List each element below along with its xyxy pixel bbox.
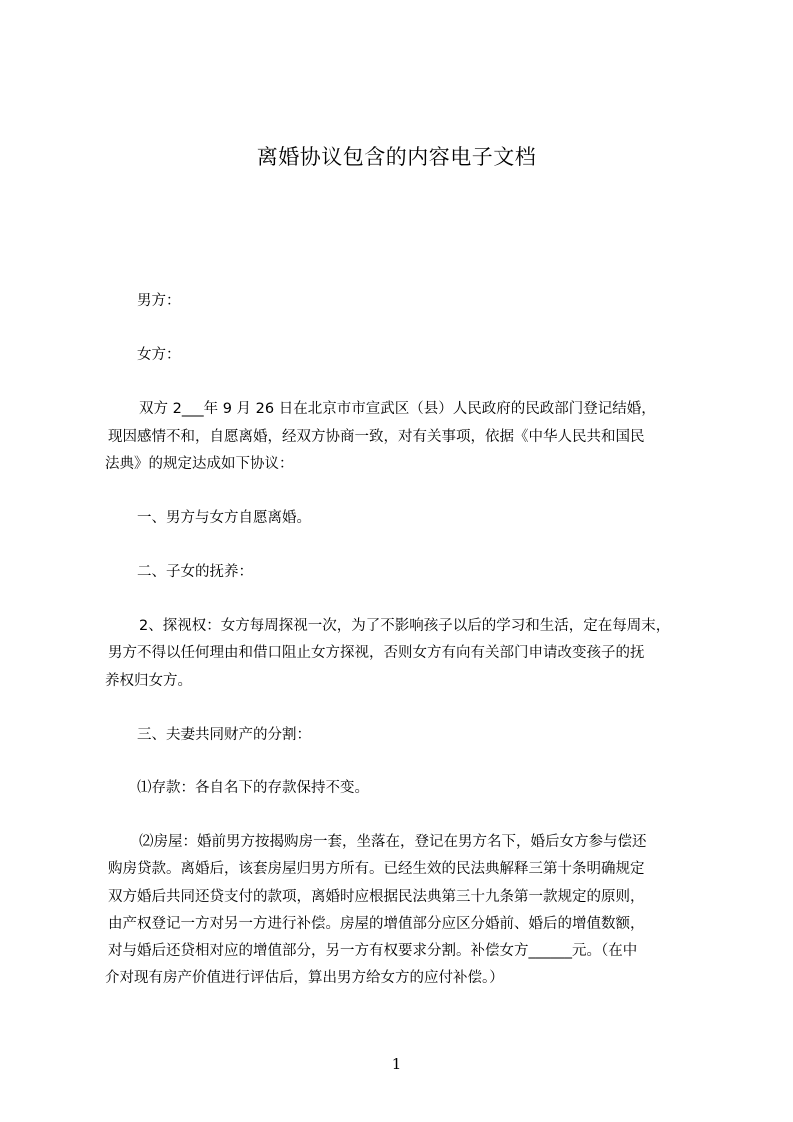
section-heading: 三、夫妻共同财产的分割： xyxy=(137,727,311,743)
house-paragraph-line: ⑵房屋：婚前男方按揭购房一套，坐落在，登记在男方名下，婚后女方参与偿还 xyxy=(139,834,647,850)
party-female-line: 女方： xyxy=(137,347,181,363)
deposit-paragraph-line: ⑴存款：各自名下的存款保持不变。 xyxy=(137,780,369,796)
section-heading: 一、男方与女方自愿离婚。 xyxy=(137,510,311,526)
page-number: 1 xyxy=(391,1055,402,1073)
visitation-paragraph-line: 男方不得以任何理由和借口阻止女方探视，否则女方有向有关部门申请改变孩子的抚 xyxy=(108,645,645,661)
house-paragraph-line: 购房贷款。离婚后，该套房屋归男方所有。已经生效的民法典解释三第十条明确规定 xyxy=(108,861,645,877)
section-heading: 二、子女的抚养： xyxy=(137,564,253,580)
house-paragraph-line: 对与婚后还贷相对应的增值部分，另一方有权要求分割。补偿女方______元。（在中 xyxy=(108,943,638,959)
house-paragraph-line: 双方婚后共同还贷支付的款项，离婚时应根据民法典第三十九条第一款规定的原则， xyxy=(108,889,645,905)
document-title: 离婚协议包含的内容电子文档 xyxy=(256,145,537,169)
house-paragraph-line: 介对现有房产价值进行评估后，算出男方给女方的应付补偿。） xyxy=(105,970,504,986)
visitation-paragraph-line: 养权归女方。 xyxy=(105,673,192,689)
intro-paragraph-line: 双方 2___年 9 月 26 日在北京市市宣武区（县）人民政府的民政部门登记结婚， xyxy=(139,401,656,417)
intro-paragraph-line: 法典》的规定达成如下协议： xyxy=(105,456,294,472)
house-paragraph-line: 由产权登记一方对另一方进行补偿。房屋的增值部分应区分婚前、婚后的增值数额， xyxy=(108,916,645,932)
visitation-paragraph-line: 2、探视权：女方每周探视一次，为了不影响孩子以后的学习和生活，定在每周末， xyxy=(139,618,671,634)
party-male-line: 男方： xyxy=(137,293,181,309)
intro-paragraph-line: 现因感情不和，自愿离婚，经双方协商一致，对有关事项，依据《中华人民共和国民 xyxy=(108,429,645,445)
